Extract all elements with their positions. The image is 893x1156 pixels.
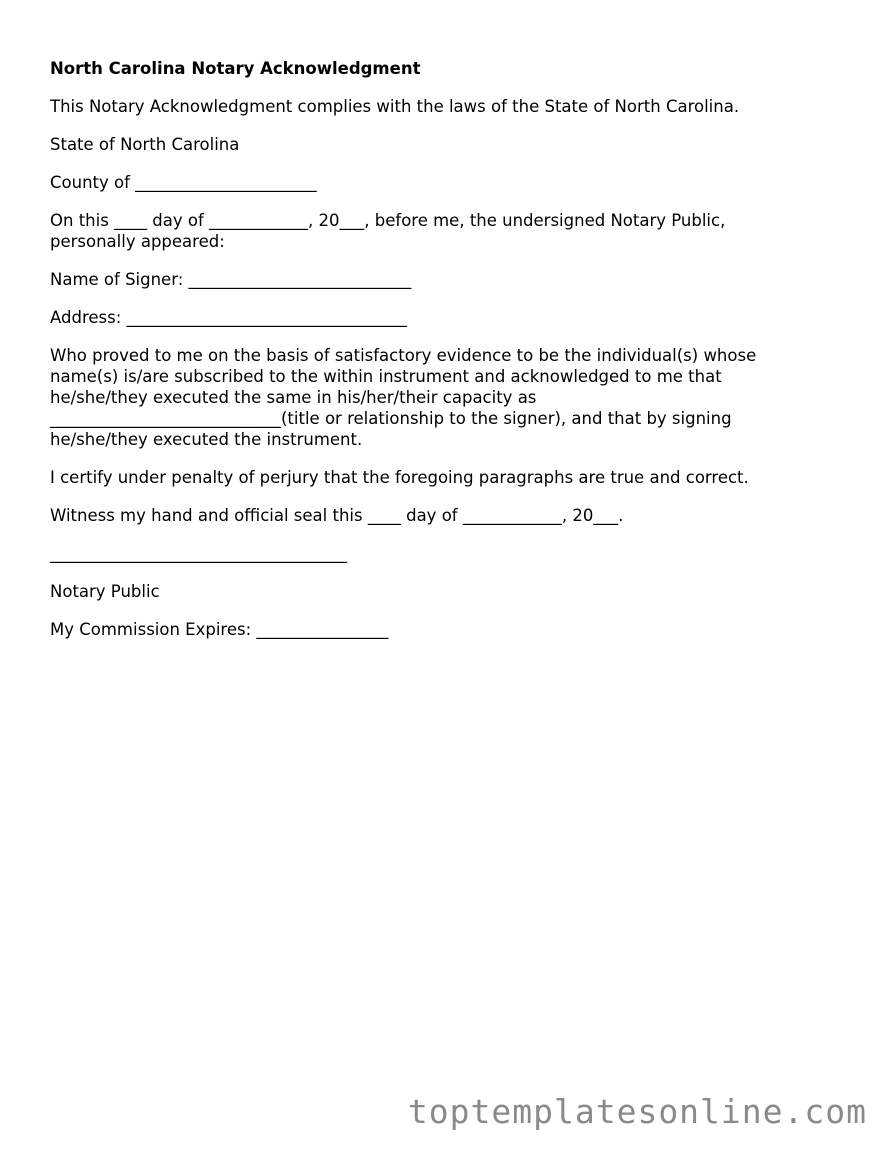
county-line: County of ______________________ xyxy=(50,173,317,192)
signature-line: ____________________________________ xyxy=(50,544,347,563)
witness-line: Witness my hand and official seal this ____ day of ____________, 20___. xyxy=(50,506,624,525)
certification-statement: I certify under penalty of perjury that the foregoing paragraphs are true and correct. xyxy=(50,468,749,487)
document-title: North Carolina Notary Acknowledgment xyxy=(50,59,421,78)
signer-name-line: Name of Signer: ___________________________ xyxy=(50,270,412,289)
commission-expires-line: My Commission Expires: ________________ xyxy=(50,620,389,639)
document-body xyxy=(50,58,850,657)
state-line: State of North Carolina xyxy=(50,135,240,154)
notary-public-label: Notary Public xyxy=(50,582,160,601)
proof-paragraph: Who proved to me on the basis of satisfactory evidence to be the individual(s) whose name(s) is/are subscribed to the within instrument and acknowledged to me that he/she/they executed the same in his/her/their capacity as ____________________________(title or relationship to the signer), and that by signing he/she/they executed the instrument. xyxy=(50,346,757,449)
appearance-paragraph: On this ____ day of ____________, 20___, before me, the undersigned Notary Public, personally appeared: xyxy=(50,211,726,251)
site-watermark: toptemplatesonline.com xyxy=(407,1092,867,1131)
compliance-statement: This Notary Acknowledgment complies with the laws of the State of North Carolina. xyxy=(50,97,740,116)
address-line: Address: __________________________________ xyxy=(50,308,408,327)
